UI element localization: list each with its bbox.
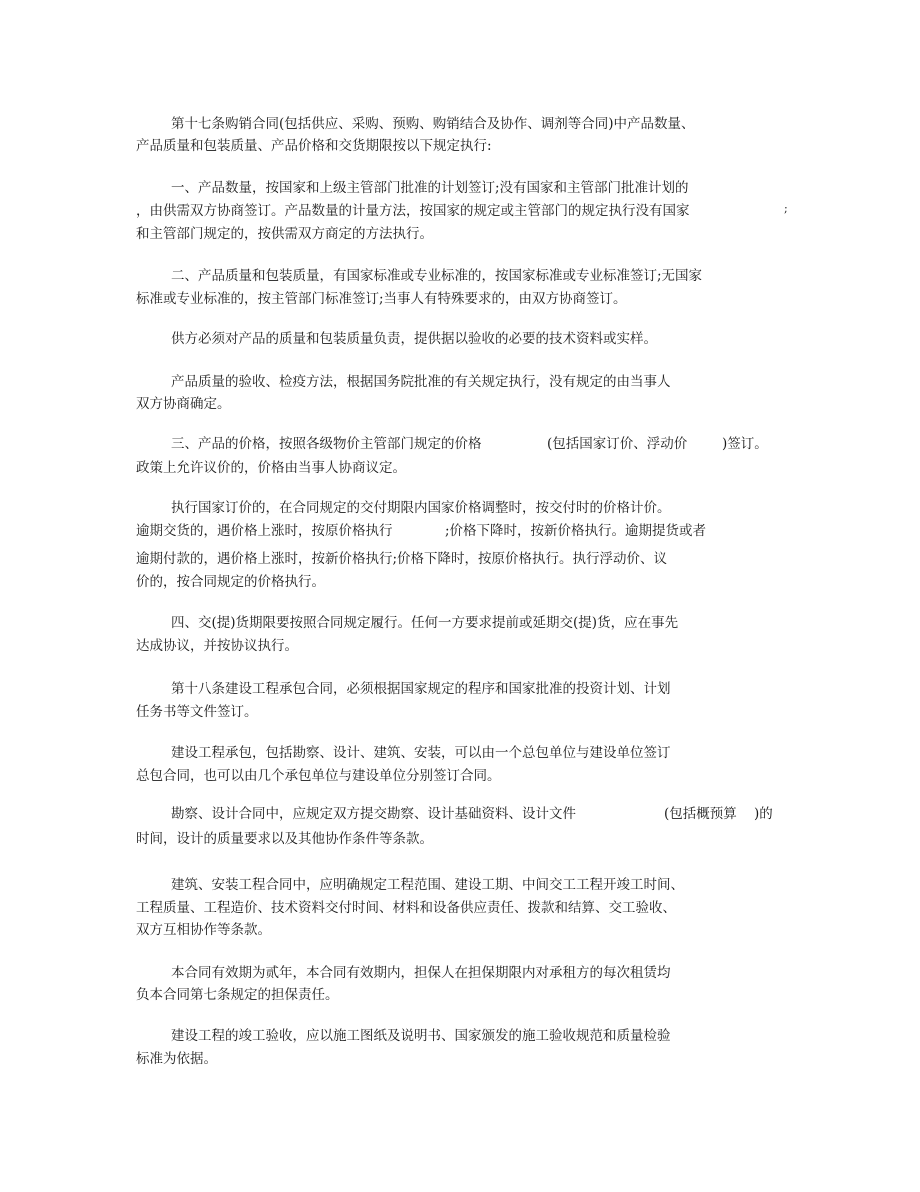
text-line: 产品质量的验收、检疫方法，根据国务院批准的有关规定执行，没有规定的由当事人	[171, 374, 671, 390]
text-line: 标准或专业标准的，按主管部门标准签订;当事人有特殊要求的，由双方协商签订。	[136, 291, 627, 307]
text-line: 第十七条购销合同(包括供应、采购、预购、购销结合及协作、调剂等合同)中产品数量、	[171, 116, 695, 132]
text-line: 建筑、安装工程合同中，应明确规定工程范围、建设工期、中间交工工程开竣工时间、	[171, 877, 684, 893]
text-line: 四、交(提)货期限要按照合同规定履行。任何一方要求提前或延期交(提)货，应在事先	[171, 615, 679, 631]
text-line: 政策上允许议价的，价格由当事人协商议定。	[136, 460, 406, 476]
text-line: ;价格下降时，按新价格执行。逾期提货或者	[445, 523, 707, 539]
text-line: (包括国家订价、浮动价	[547, 436, 688, 452]
text-line: 三、产品的价格，按照各级物价主管部门规定的价格	[171, 436, 482, 452]
text-line: (包括概预算	[664, 806, 737, 822]
text-line: 产品质量和包装质量、产品价格和交货期限按以下规定执行:	[136, 138, 492, 154]
text-line: 时间，设计的质量要求以及其他协作条件等条款。	[136, 831, 433, 847]
text-line: 双方协商确定。	[136, 396, 231, 412]
text-line: 价的，按合同规定的价格执行。	[136, 574, 325, 590]
text-line: 执行国家订价的，在合同规定的交付期限内国家价格调整时，按交付时的价格计价。	[171, 500, 671, 516]
text-line: 达成协议，并按协议执行。	[136, 638, 298, 654]
text-line: 建设工程的竣工验收，应以施工图纸及说明书、国家颁发的施工验收规范和质量检验	[171, 1028, 671, 1044]
text-line: 和主管部门规定的，按供需双方商定的方法执行。	[136, 226, 433, 242]
text-line: ，由供需双方协商签订。产品数量的计量方法，按国家的规定或主管部门的规定执行没有国家	[136, 203, 690, 219]
text-line: )签订。	[722, 436, 768, 452]
text-line: 总包合同，也可以由几个承包单位与建设单位分别签订合同。	[136, 768, 501, 784]
text-line: 本合同有效期为贰年，本合同有效期内，担保人在担保期限内对承租方的每次租赁均	[171, 965, 671, 981]
text-line: 供方必须对产品的质量和包装质量负责，提供据以验收的必要的技术资料或实样。	[171, 331, 657, 347]
text-line: 工程质量、工程造价、技术资料交付时间、材料和设备供应责任、拨款和结算、交工验收、	[136, 900, 676, 916]
text-line: 建设工程承包，包括勘察、设计、建筑、安装，可以由一个总包单位与建设单位签订	[171, 745, 671, 761]
text-line: 二、产品质量和包装质量，有国家标准或专业标准的，按国家标准或专业标准签订;无国家	[171, 268, 703, 284]
text-line: 一、产品数量，按国家和上级主管部门批准的计划签订;没有国家和主管部门批准计划的	[171, 180, 689, 196]
text-line: 逾期交货的，遇价格上涨时，按原价格执行	[136, 523, 393, 539]
text-line: 第十八条建设工程承包合同，必须根据国家规定的程序和国家批准的投资计划、计划	[171, 681, 671, 697]
text-line: 标准为依据。	[136, 1051, 217, 1067]
text-line: 任务书等文件签订。	[136, 704, 258, 720]
margin-mark: ;	[784, 202, 788, 215]
text-line: 勘察、设计合同中，应规定双方提交勘察、设计基础资料、设计文件	[171, 806, 576, 822]
text-line: 双方互相协作等条款。	[136, 922, 271, 938]
text-line: )的	[754, 806, 773, 822]
text-line: 逾期付款的，遇价格上涨时，按新价格执行;价格下降时，按原价格执行。执行浮动价、议	[136, 551, 668, 567]
text-line: 负本合同第七条规定的担保责任。	[136, 987, 339, 1003]
